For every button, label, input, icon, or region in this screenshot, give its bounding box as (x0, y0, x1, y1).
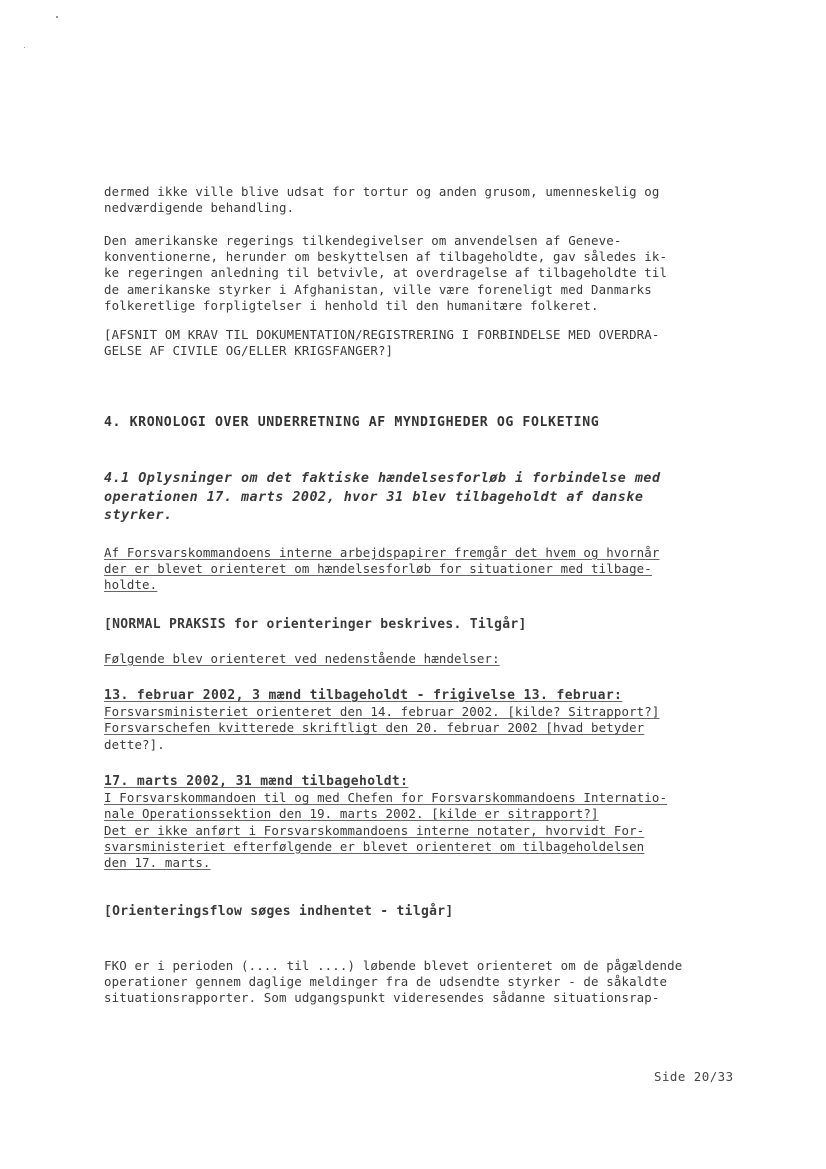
placeholder-normal-practice: [NORMAL PRAKSIS for orienteringer beskrives. Tilgår] (104, 617, 527, 632)
event-line: Forsvarschefen kvitterede skriftligt den 20. februar 2002 [hvad betyder (104, 720, 645, 736)
text-line: holdte. (104, 577, 158, 593)
text-line: ke regeringen anledning til betvivle, at overdragelse af tilbageholdte til (104, 265, 668, 281)
paragraph-geneva (104, 233, 744, 314)
event-title: 13. februar 2002, 3 mænd tilbageholdt - frigivelse 13. februar: (104, 688, 623, 703)
text-line: der er blevet orienteret om hændelsesforløb for situationer med tilbage- (104, 561, 652, 577)
paragraph-fko-reports (104, 958, 744, 1007)
text-line: nedværdigende behandling. (104, 200, 295, 216)
text-line: situationsrapporter. Som udgangspunkt videresendes sådanne situationsrap- (104, 990, 660, 1006)
text-line: folkeretlige forpligtelser i henhold til den humanitære folkeret. (104, 297, 599, 313)
placeholder-orientation-flow: [Orienteringsflow søges indhentet - tilgår] (104, 904, 454, 919)
heading-line: operationen 17. marts 2002, hvor 31 blev tilbageholdt af danske (104, 489, 644, 505)
event-line: dette?]. (104, 736, 165, 752)
section-heading-4: 4. KRONOLOGI OVER UNDERRETNING AF MYNDIGHEDER OG FOLKETING (104, 415, 600, 430)
scan-speck (56, 16, 58, 18)
text-line: GELSE AF CIVILE OG/ELLER KRIGSFANGER?] (104, 343, 394, 359)
text-line: Den amerikanske regerings tilkendegivelser om anvendelsen af Geneve- (104, 233, 622, 248)
scan-speck (24, 47, 25, 48)
event-line: den 17. marts. (104, 855, 211, 871)
heading-line: styrker. (104, 508, 173, 523)
text-line: dermed ikke ville blive udsat for tortur og anden grusom, umenneskelig og (104, 184, 660, 199)
paragraph-following-oriented (104, 651, 744, 667)
event-line: I Forsvarskommandoen til og med Chefen for Forsvarskommandoens Internatio- (104, 790, 668, 806)
page-number: Side 20/33 (654, 1069, 734, 1084)
paragraph-placeholder-documentation (104, 327, 744, 359)
heading-line: 4.1 Oplysninger om det faktiske hændelsesforløb i forbindelse med (104, 471, 661, 486)
event-17-march (104, 774, 744, 871)
paragraph-treatment (104, 184, 744, 216)
event-line: Forsvarsministeriet orienteret den 14. februar 2002. [kilde? Sitrapport?] (104, 704, 660, 720)
event-line: Det er ikke anført i Forsvarskommandoens interne notater, hvorvidt For- (104, 822, 645, 838)
event-13-february (104, 688, 744, 753)
text-line: Følgende blev orienteret ved nedenstående hændelser: (104, 651, 500, 666)
text-line: operationer gennem daglige meldinger fra de udsendte styrker - de såkaldte (104, 974, 668, 990)
event-line: nale Operationssektion den 19. marts 2002. [kilde er sitrapport?] (104, 806, 599, 822)
text-line: [AFSNIT OM KRAV TIL DOKUMENTATION/REGISTRERING I FORBINDELSE MED OVERDRA- (104, 327, 660, 342)
text-line: FKO er i perioden (.... til ....) løbende blevet orienteret om de pågældende (104, 958, 683, 973)
paragraph-working-papers (104, 545, 744, 594)
event-title: 17. marts 2002, 31 mænd tilbageholdt: (104, 774, 409, 789)
section-heading-4-1 (104, 470, 744, 526)
text-line: Af Forsvarskommandoens interne arbejdspapirer fremgår det hvem og hvornår (104, 545, 660, 560)
text-line: de amerikanske styrker i Afghanistan, ville være foreneligt med Danmarks (104, 281, 652, 297)
text-line: konventionerne, herunder om beskyttelsen af tilbageholdte, gav således ik- (104, 249, 668, 265)
event-line: svarsministeriet efterfølgende er blevet orienteret om tilbageholdelsen (104, 838, 645, 854)
